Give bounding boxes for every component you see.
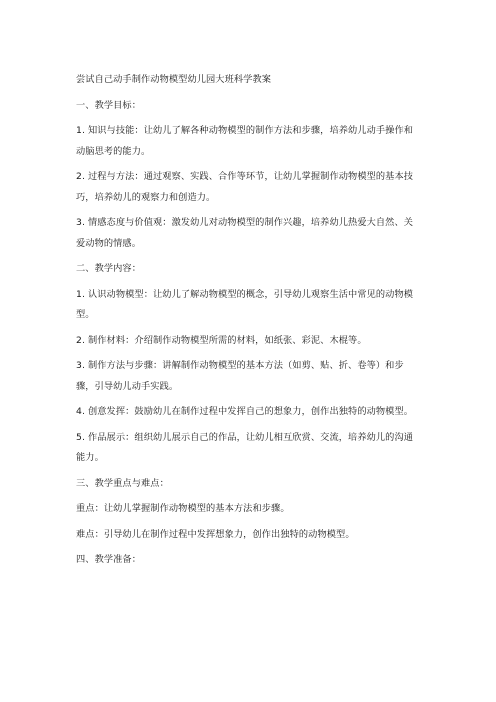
paragraph: 难点：引导幼儿在制作过程中发挥想象力，创作出独特的动物模型。 xyxy=(76,528,355,540)
document-body xyxy=(76,70,421,576)
paragraph: 2. 制作材料：介绍制作动物模型所需的材料，如纸张、彩泥、木棍等。 xyxy=(76,334,367,346)
paragraph: 1. 认识动物模型：让幼儿了解动物模型的概念，引导幼儿观察生活中常见的动物模型。 xyxy=(76,288,414,320)
paragraph: 重点：让幼儿掌握制作动物模型的基本方法和步骤。 xyxy=(76,503,290,514)
paragraph: 1. 知识与技能：让幼儿了解各种动物模型的制作方法和步骤，培养幼儿动手操作和动脑思考的能力。 xyxy=(76,125,414,157)
document-title: 尝试自己动手制作动物模型幼儿园大班科学教案 xyxy=(76,74,272,85)
section-heading-preparation: 四、教学准备： xyxy=(76,554,142,565)
section-heading-content: 二、教学内容： xyxy=(76,263,142,274)
section-heading-objectives: 一、教学目标： xyxy=(76,99,142,111)
paragraph: 3. 情感态度与价值观：激发幼儿对动物模型的制作兴趣，培养幼儿热爱大自然、关爱动物的情感。 xyxy=(76,217,414,249)
paragraph: 3. 制作方法与步骤：讲解制作动物模型的基本方法（如剪、贴、折、卷等）和步骤，引导幼儿动手实践。 xyxy=(76,360,404,392)
paragraph: 5. 作品展示：组织幼儿展示自己的作品，让幼儿相互欣赏、交流，培养幼儿的沟通能力。 xyxy=(76,431,414,463)
paragraph: 2. 过程与方法：通过观察、实践、合作等环节，让幼儿掌握制作动物模型的基本技巧，培养幼儿的观察力和创造力。 xyxy=(76,171,414,203)
section-heading-key-points: 三、教学重点与难点： xyxy=(76,477,169,489)
paragraph: 4. 创意发挥：鼓励幼儿在制作过程中发挥自己的想象力，创作出独特的动物模型。 xyxy=(76,406,414,417)
